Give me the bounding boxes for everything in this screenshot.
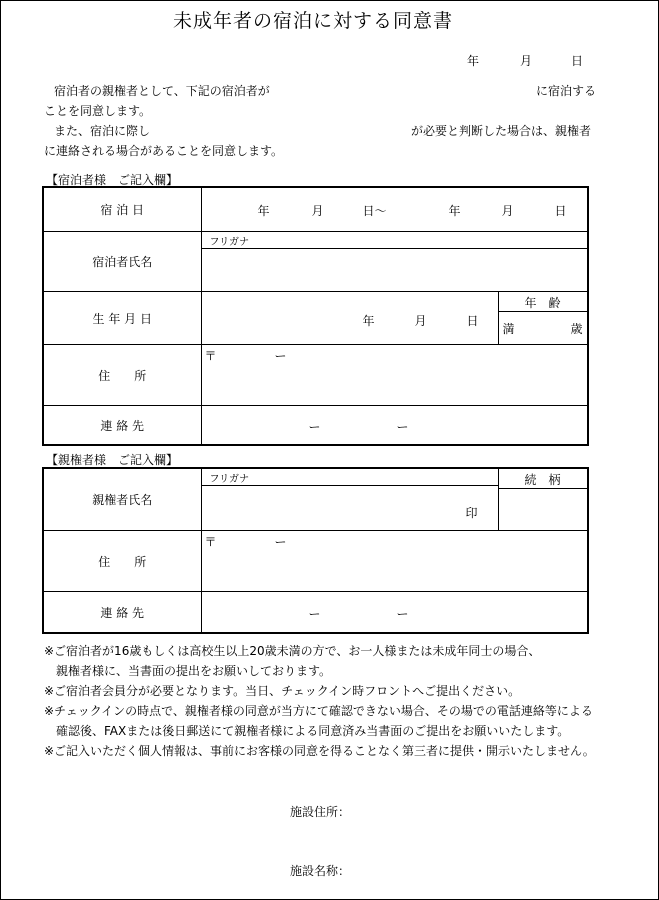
date-day: 日 — [571, 54, 584, 68]
birth-row — [43, 292, 588, 345]
guest-contact-field[interactable] — [201, 406, 588, 446]
relation-field[interactable] — [498, 468, 588, 531]
relation-divider — [499, 488, 588, 489]
parent-furigana-label: フリガナ — [209, 474, 249, 485]
seal-mark: 印 — [465, 506, 478, 520]
parent-address-field[interactable] — [201, 531, 588, 592]
intro-line-4: に連絡される場合があることを同意します。 — [44, 144, 284, 158]
parent-name-row — [43, 468, 588, 531]
birth-month: 月 — [414, 314, 427, 328]
parent-name-label: 親権者氏名 — [43, 468, 201, 531]
stay-to-day: 日 — [554, 204, 567, 218]
parent-postal-dash: ー — [274, 535, 287, 549]
stay-date-row — [43, 187, 588, 232]
page-title: 未成年者の宿泊に対する同意書 — [173, 10, 454, 32]
guest-name-label: 宿泊者氏名 — [43, 232, 201, 292]
intro-line-3b: が必要と判断した場合は、親権者 — [411, 124, 592, 138]
guest-name-row — [43, 232, 588, 292]
age-man: 満 — [502, 322, 515, 336]
parent-address-row — [43, 531, 588, 592]
age-divider — [499, 311, 588, 312]
parent-contact-row — [43, 592, 588, 634]
intro-line-1b: に宿泊する — [536, 84, 597, 98]
note-line-5: 確認後、FAXまたは後日郵送にて親権者様による同意済み当書面のご提出をお願いいたします。 — [44, 724, 570, 738]
date-month: 月 — [520, 54, 533, 68]
guest-contact-row — [43, 406, 588, 446]
guest-address-field[interactable] — [201, 345, 588, 406]
note-line-2: 親権者様に、当書面の提出をお願いしております。 — [44, 664, 332, 678]
stay-to-month: 月 — [501, 204, 514, 218]
guest-postal-dash: ー — [274, 349, 287, 363]
note-line-4: ※チェックインの時点で、親権者様の同意が当方にて確認できない場合、その場での電話連絡等による — [44, 704, 593, 718]
note-line-6: ※ご記入いただく個人情報は、事前にお客様の同意を得ることなく第三者に提供・開示いたしません。 — [44, 744, 595, 758]
guest-contact-dash-1: ー — [308, 420, 321, 434]
stay-to-year: 年 — [448, 204, 461, 218]
parent-contact-dash-1: ー — [308, 607, 321, 621]
facility-name-label: 施設名称： — [290, 864, 351, 878]
stay-date-label: 宿 泊 日 — [43, 187, 201, 232]
birth-year: 年 — [362, 314, 375, 328]
furigana-divider — [202, 248, 588, 249]
parent-name-field[interactable] — [201, 468, 498, 531]
guest-furigana-label: フリガナ — [209, 237, 249, 248]
birth-label: 生 年 月 日 — [43, 292, 201, 345]
parent-contact-dash-2: ー — [396, 607, 409, 621]
stay-from-day: 日～ — [362, 204, 387, 218]
guest-postal-mark: 〒 — [204, 349, 217, 363]
parent-section-heading: 【親権者様 ご記入欄】 — [46, 453, 179, 467]
guest-contact-label: 連 絡 先 — [43, 406, 201, 446]
note-line-1: ※ご宿泊者が16歳もしくは高校生以上20歳未満の方で、お一人様または未成年同士の場合、 — [44, 644, 541, 658]
birth-field[interactable] — [201, 292, 498, 345]
parent-postal-mark: 〒 — [204, 535, 217, 549]
relation-label: 続 柄 — [524, 473, 561, 487]
note-line-3: ※ご宿泊者会員分が必要となります。当日、チェックイン時フロントへご提出ください。 — [44, 684, 521, 698]
guest-contact-dash-2: ー — [396, 420, 409, 434]
guest-address-label: 住 所 — [43, 345, 201, 406]
parent-furigana-divider — [202, 485, 498, 486]
intro-line-1a: 宿泊者の親権者として、下記の宿泊者が — [54, 84, 270, 98]
parent-address-label: 住 所 — [43, 531, 201, 592]
stay-from-month: 月 — [311, 204, 324, 218]
intro-line-2: ことを同意します。 — [44, 104, 152, 118]
intro-line-3a: また、宿泊に際し — [54, 124, 151, 138]
age-sai: 歳 — [570, 322, 583, 336]
guest-table — [42, 186, 589, 446]
age-field[interactable] — [498, 292, 588, 345]
stay-date-field[interactable] — [201, 187, 588, 232]
birth-day: 日 — [466, 314, 479, 328]
parent-contact-label: 連 絡 先 — [43, 592, 201, 634]
age-label: 年 齢 — [524, 296, 561, 310]
parent-table — [42, 467, 589, 634]
guest-address-row — [43, 345, 588, 406]
stay-from-year: 年 — [257, 204, 270, 218]
facility-address-label: 施設住所： — [290, 805, 351, 819]
parent-contact-field[interactable] — [201, 592, 588, 634]
guest-section-heading: 【宿泊者様 ご記入欄】 — [46, 173, 179, 187]
guest-name-field[interactable] — [201, 232, 588, 292]
date-year: 年 — [467, 54, 480, 68]
